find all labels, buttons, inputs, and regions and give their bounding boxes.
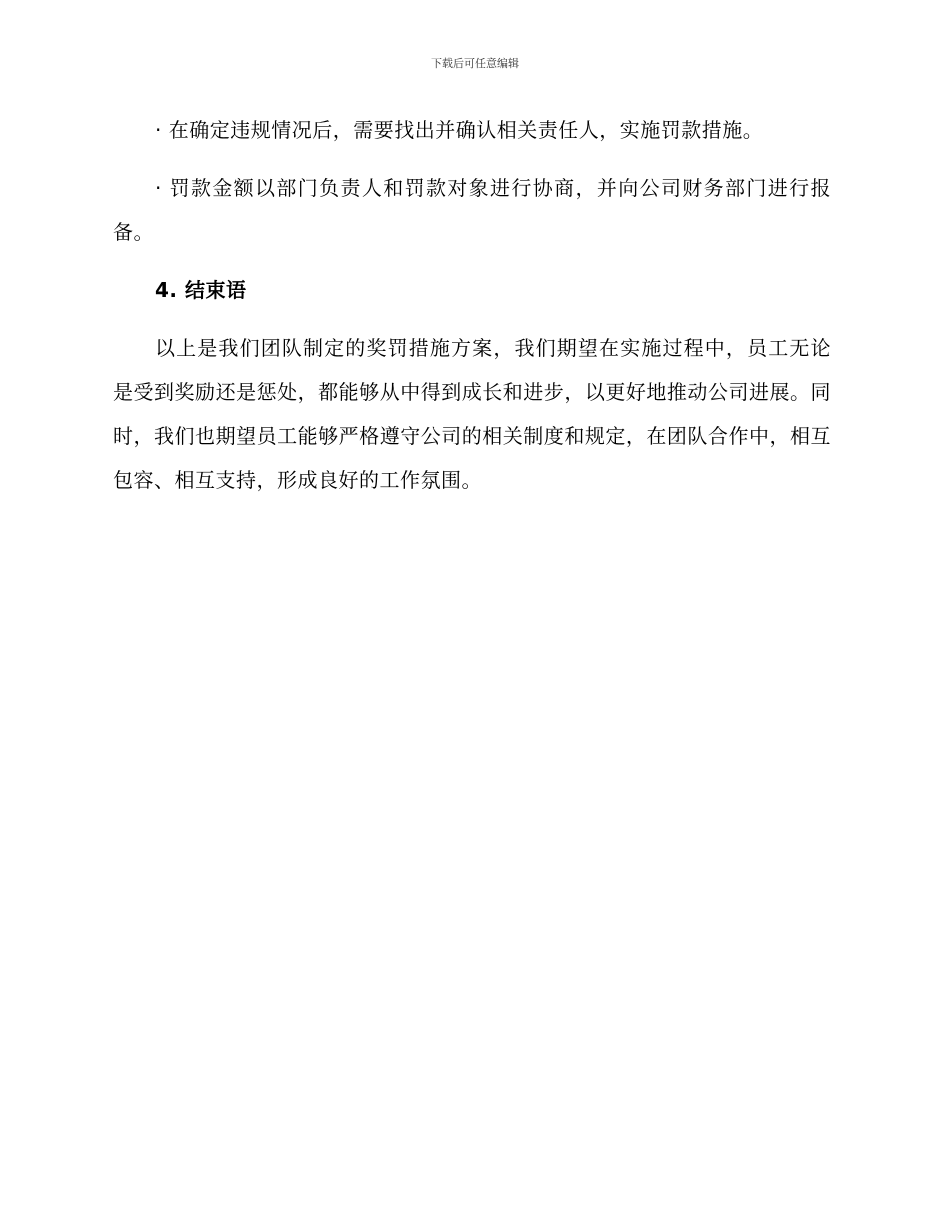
section-heading: 4. 结束语 (155, 278, 247, 302)
closing-paragraph: 以上是我们团队制定的奖罚措施方案，我们期望在实施过程中，员工无论是受到奖励还是惩处，都能够从中得到成长和进步，以更好地推动公司进展。同时，我们也期望员工能够严格遵守公司的相关制度和规定，在团队合作中，相互包容、相互支持，形成良好的工作氛围。 (113, 336, 831, 492)
page-header: 下载后可任意编辑 (431, 57, 519, 70)
bullet-paragraph: · 罚款金额以部门负责人和罚款对象进行协商，并向公司财务部门进行报备。 (113, 176, 831, 244)
bullet-paragraph: · 在确定违规情况后，需要找出并确认相关责任人，实施罚款措施。 (155, 118, 764, 142)
document-body (113, 108, 831, 516)
